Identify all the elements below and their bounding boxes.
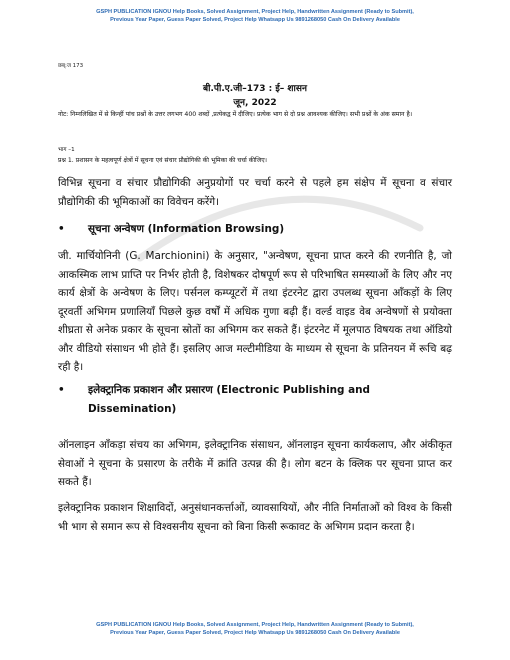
bullet-icon: •	[58, 223, 65, 235]
heading-text: सूचना अन्वेषण (Information Browsing)	[88, 223, 285, 235]
bullet-icon: •	[58, 384, 65, 396]
header-line-2: Previous Year Paper, Guess Paper Solved, Project Help Whatsapp Us 9891268050 Cash On Delivery Available	[110, 17, 400, 23]
paper-code: छब्:ज 173	[58, 63, 84, 69]
footer-line-1: GSPH PUBLICATION IGNOU Help Books, Solved Assignment, Project Help, Handwritten Assignment (Ready to Submit),	[96, 622, 414, 628]
page-header	[56, 8, 454, 24]
heading-text: इलेक्ट्रानिक प्रकाशन और प्रसारण (Electronic Publishing and Dissemination)	[88, 384, 370, 415]
page-footer	[56, 621, 454, 637]
intro-paragraph: विभिन्न सूचना व संचार प्रौद्योगिकी अनुप्रयोगों पर चर्चा करने से पहले हम संक्षेप में सूचना व संचार प्रौद्योगिकी की भूमिकाओं का विवेचन करेंगे।	[58, 177, 452, 208]
paper-date: जून, 2022	[233, 98, 277, 108]
question-text: प्रश्न 1. प्रशासन के महत्वपूर्ण क्षेत्रों में सूचना एवं संचार प्रौद्योगिकी की भूमिका की चर्चा कीजिए।	[58, 157, 268, 164]
instructions-note: नोट: निम्नलिखित में से किन्हीं पांच प्रश्नों के उत्तर लगभग 400 शब्दों ,प्रत्येकद्व में दीजिए। प्रत्येक भाग से दो प्रश्न आवश्यक कीजिए। सभी प्रश्नों के अंक समान है।	[58, 111, 413, 118]
footer-line-2: Previous Year Paper, Guess Paper Solved, Project Help Whatsapp Us 9891268050 Cash On Delivery Available	[110, 630, 400, 636]
access-paragraph: इलेक्ट्रानिक प्रकाशन शिक्षाविदों, अनुसंधानकर्त्ताओं, व्यावसायियों, और नीति निर्माताओं को विश्व के किसी भी भाग से समान रूप से विश्वसनीय सूचना को बिना किसी रूकावट के अभिगम प्रदान करता है।	[58, 502, 452, 533]
browsing-paragraph: जी. मार्चियोनिनी (G. Marchionini) के अनुसार, "अन्वेषण, सूचना प्राप्त करने की रणनीति है, जो आकस्मिक लाभ प्राप्ति पर निर्भर होती है, विशेषकर दोषपूर्ण रूप से परिभाषित समस्याओं के लिए और नए कार्य क्षेत्रों के अन्वेषण के लिए। पर्सनल कम्प्यूटरों में तथा इंटरनेट द्वारा उपलब्ध सूचना आँकड़ों के लिए दूरवर्ती अभिगम प्रणालियाँ पिछले कुछ वर्षों में अधिक गुणा बढ़ी हैं। वर्ल्ड वाइड वेब अन्वेषणों से प्रयोक्ता शीघ्रता से अनेक प्रकार के सूचना स्रोतों का अभिगम कर सकते हैं। इंटरनेट में मूलपाठ विषयक तथा ऑडियो और वीडियो संसाधन भी होते हैं। इसलिए आज मल्टीमीडिया के माध्यम से सूचना के प्रतिनयन में रूचि बढ़ रही है।	[58, 250, 452, 373]
part-label: भाग –1	[58, 147, 75, 153]
paper-title: बी.पी.ए.जी–173 : ई– शासन	[203, 84, 307, 94]
header-line-1: GSPH PUBLICATION IGNOU Help Books, Solved Assignment, Project Help, Handwritten Assignment (Ready to Submit),	[96, 9, 414, 15]
publishing-paragraph: ऑनलाइन आँकड़ा संचय का अभिगम, इलेक्ट्रानिक संसाधन, ऑनलाइन सूचना कार्यकलाप, और अंकीकृत सेवाओं ने सूचना के प्रसारण के तरीके में क्रांति उत्पन्न की है। लोग बटन के क्लिक पर सूचना प्राप्त कर सकते हैं।	[58, 439, 452, 488]
